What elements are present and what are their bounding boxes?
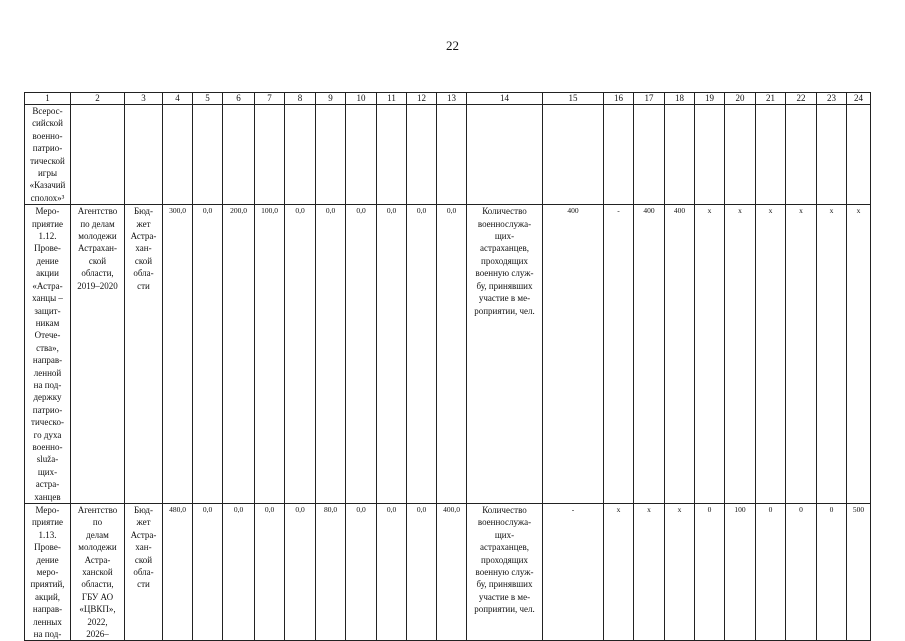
executor-cell-line: Астра- <box>84 554 111 565</box>
column-number-23: 23 <box>817 93 847 105</box>
activity-name-cell-line: патрио- <box>32 143 63 154</box>
funding-cell: 480,0 <box>163 504 193 641</box>
activity-name-cell-line: тической <box>30 155 65 166</box>
funding-cell: 0,0 <box>193 205 223 504</box>
source-cell-line: обла- <box>133 567 154 578</box>
activity-name-cell-line: služa- <box>36 454 59 465</box>
indicator-cell-line: проходящих <box>481 554 528 565</box>
funding-cell <box>377 105 407 205</box>
activity-name-cell-line: акции <box>36 268 59 279</box>
executor-cell-line: ГБУ АО <box>81 591 114 602</box>
executor-cell-line: «ЦВКП», <box>79 604 116 615</box>
activity-name-cell-line: держку <box>33 392 62 403</box>
indicator-value-cell: 400 <box>665 205 695 504</box>
source-cell-line: Астра- <box>130 231 157 242</box>
indicator-value-cell: 500 <box>847 504 871 641</box>
indicator-value-cell: х <box>604 504 634 641</box>
activity-name-cell-line: дение <box>36 255 59 266</box>
column-number-22: 22 <box>786 93 817 105</box>
activity-name-cell <box>25 105 71 205</box>
column-number-19: 19 <box>695 93 725 105</box>
indicator-value-cell: х <box>847 205 871 504</box>
column-number-6: 6 <box>223 93 255 105</box>
executor-cell <box>71 504 125 641</box>
indicator-value-cell: х <box>817 205 847 504</box>
indicator-cell-line: бу, принявших <box>476 579 533 590</box>
activity-name-cell-line: Отече- <box>34 330 61 341</box>
table-row <box>25 205 871 504</box>
funding-cell: 0,0 <box>437 205 467 504</box>
funding-cell <box>316 105 346 205</box>
indicator-value-cell <box>786 105 817 205</box>
activity-name-cell-line: 1.13. <box>38 529 57 540</box>
funding-cell: 0,0 <box>285 205 316 504</box>
indicator-cell-line: военнослужа- <box>477 218 532 229</box>
indicator-value-cell: 400 <box>543 205 604 504</box>
executor-cell-line: 2019–2020 <box>77 280 118 291</box>
activity-name-cell-line: ленных <box>33 616 62 627</box>
funding-cell <box>163 105 193 205</box>
table-row <box>25 105 871 205</box>
activity-name-cell-line: акций, <box>34 591 61 602</box>
source-cell <box>125 105 163 205</box>
funding-cell: 0,0 <box>285 504 316 641</box>
indicator-value-cell: х <box>634 504 665 641</box>
activity-name-cell-line: Меро- <box>35 505 60 515</box>
funding-cell: 0,0 <box>407 205 437 504</box>
funding-cell: 400,0 <box>437 504 467 641</box>
activity-name-cell-line: игры <box>37 168 58 179</box>
activity-name-cell <box>25 504 71 641</box>
funding-cell: 0,0 <box>255 504 285 641</box>
activity-name-cell-line: патрио- <box>32 404 63 415</box>
executor-cell <box>71 205 125 504</box>
column-number-21: 21 <box>756 93 786 105</box>
funding-cell <box>223 105 255 205</box>
column-number-9: 9 <box>316 93 346 105</box>
executor-cell-line: области, <box>81 268 114 279</box>
executor-cell-line: 2022, <box>87 616 108 627</box>
indicator-cell-line: участие в ме- <box>478 591 531 602</box>
indicator-cell-line: Количество <box>482 505 527 515</box>
source-cell-line: хан- <box>135 542 152 553</box>
source-cell-line: сти <box>137 280 150 291</box>
indicator-cell-line: проходящих <box>481 255 528 266</box>
column-number-13: 13 <box>437 93 467 105</box>
activity-name-cell-line: «Астра- <box>32 280 63 291</box>
indicator-value-cell: х <box>786 205 817 504</box>
indicator-cell-line: участие в ме- <box>478 293 531 304</box>
activity-name-cell-line: го духа <box>33 429 62 440</box>
indicator-cell <box>467 105 543 205</box>
activity-name-cell-line: сийской <box>32 118 63 129</box>
activity-name-cell-line: ства», <box>36 342 59 353</box>
activity-name-cell-line: приятие <box>31 218 64 229</box>
indicator-cell-line: военнослужа- <box>477 517 532 528</box>
activity-name-cell-line: ханцы – <box>32 293 63 304</box>
indicator-value-cell <box>604 105 634 205</box>
table-row <box>25 504 871 641</box>
program-table <box>24 92 871 641</box>
funding-cell: 0,0 <box>223 504 255 641</box>
activity-name-cell-line: защит- <box>34 305 61 316</box>
executor-cell-line: Агентство <box>77 505 118 515</box>
funding-cell: 0,0 <box>316 205 346 504</box>
indicator-cell-line: военную служ- <box>475 567 534 578</box>
indicator-value-cell <box>665 105 695 205</box>
indicator-cell-line: Количество <box>482 206 527 217</box>
indicator-value-cell <box>543 105 604 205</box>
indicator-cell-line: роприятии, чел. <box>474 305 535 316</box>
source-cell-line: жет <box>136 517 151 528</box>
activity-name-cell-line: Прове- <box>34 542 61 553</box>
activity-name-cell-line: Всерос- <box>32 106 63 116</box>
column-number-18: 18 <box>665 93 695 105</box>
source-cell-line: жет <box>136 218 151 229</box>
indicator-cell <box>467 205 543 504</box>
column-number-3: 3 <box>125 93 163 105</box>
indicator-cell-line: астраханцев, <box>479 542 530 553</box>
funding-cell: 0,0 <box>377 504 407 641</box>
indicator-cell-line: бу, принявших <box>476 280 533 291</box>
column-number-2: 2 <box>71 93 125 105</box>
indicator-value-cell <box>817 105 847 205</box>
funding-cell: 0,0 <box>377 205 407 504</box>
source-cell-line: ской <box>134 255 153 266</box>
funding-cell: 0,0 <box>193 504 223 641</box>
indicator-cell-line: щих- <box>494 529 515 540</box>
indicator-value-cell: 100 <box>725 504 756 641</box>
column-number-16: 16 <box>604 93 634 105</box>
indicator-value-cell: х <box>665 504 695 641</box>
activity-name-cell-line: тическо- <box>31 417 64 428</box>
activity-name-cell-line: военно- <box>32 441 63 452</box>
activity-name-cell-line: ленной <box>33 367 62 378</box>
indicator-value-cell <box>634 105 665 205</box>
column-number-12: 12 <box>407 93 437 105</box>
executor-cell-line: по <box>92 517 103 528</box>
source-cell <box>125 504 163 641</box>
activity-name-cell-line: Меро- <box>35 206 60 217</box>
funding-cell: 0,0 <box>407 504 437 641</box>
page-number: 22 <box>446 38 459 53</box>
activity-name-cell-line: астра- <box>35 479 60 490</box>
header-row <box>25 93 871 105</box>
executor-cell-line: области, <box>81 579 114 590</box>
executor-cell-line: ханской <box>82 567 113 578</box>
activity-name-cell-line: меро- <box>36 567 59 578</box>
activity-name-cell-line: Прове- <box>34 243 61 254</box>
indicator-value-cell <box>847 105 871 205</box>
executor-cell-line: 2026– <box>86 629 109 640</box>
activity-name-cell <box>25 205 71 504</box>
activity-name-cell-line: приятий, <box>30 579 65 590</box>
indicator-value-cell: 0 <box>817 504 847 641</box>
activity-name-cell-line: ханцев <box>34 491 61 502</box>
column-number-1: 1 <box>25 93 71 105</box>
column-number-11: 11 <box>377 93 407 105</box>
funding-cell: 0,0 <box>346 205 377 504</box>
column-number-7: 7 <box>255 93 285 105</box>
source-cell-line: обла- <box>133 268 154 279</box>
indicator-cell-line: щих- <box>494 231 515 242</box>
indicator-value-cell: 400 <box>634 205 665 504</box>
source-cell-line: ской <box>134 554 153 565</box>
indicator-value-cell <box>725 105 756 205</box>
column-number-14: 14 <box>467 93 543 105</box>
funding-cell <box>193 105 223 205</box>
funding-cell <box>437 105 467 205</box>
funding-cell: 300,0 <box>163 205 193 504</box>
column-number-10: 10 <box>346 93 377 105</box>
indicator-value-cell: х <box>756 205 786 504</box>
executor-cell-line: молодежи <box>78 231 117 242</box>
funding-cell <box>407 105 437 205</box>
column-number-20: 20 <box>725 93 756 105</box>
activity-name-cell-line: приятие <box>31 517 64 528</box>
indicator-value-cell <box>695 105 725 205</box>
source-cell-line: Астра- <box>130 529 157 540</box>
executor-cell-line: молодежи <box>78 542 117 553</box>
funding-cell: 80,0 <box>316 504 346 641</box>
funding-cell <box>255 105 285 205</box>
indicator-cell-line: военную служ- <box>475 268 534 279</box>
executor-cell-line: по делам <box>80 218 115 229</box>
indicator-cell-line: роприятии, чел. <box>474 604 535 615</box>
executor-cell-line: Агентство <box>77 206 118 217</box>
indicator-value-cell: х <box>695 205 725 504</box>
source-cell <box>125 205 163 504</box>
funding-cell: 100,0 <box>255 205 285 504</box>
column-number-4: 4 <box>163 93 193 105</box>
column-number-15: 15 <box>543 93 604 105</box>
activity-name-cell-line: направ- <box>32 604 63 615</box>
column-number-24: 24 <box>847 93 871 105</box>
indicator-value-cell: 0 <box>756 504 786 641</box>
activity-name-cell-line: никам <box>35 317 60 328</box>
activity-name-cell-line: военно- <box>32 130 63 141</box>
funding-cell <box>285 105 316 205</box>
indicator-value-cell: 0 <box>786 504 817 641</box>
activity-name-cell-line: «Казачий <box>29 180 66 191</box>
column-number-8: 8 <box>285 93 316 105</box>
executor-cell-line: делам <box>86 529 109 540</box>
executor-cell-line: Астрахан- <box>78 243 117 254</box>
activity-name-cell-line: на под- <box>33 629 62 640</box>
indicator-value-cell: х <box>725 205 756 504</box>
executor-cell <box>71 105 125 205</box>
activity-name-cell-line: на под- <box>33 379 62 390</box>
indicator-value-cell: - <box>543 504 604 641</box>
activity-name-cell-line: 1.12. <box>38 231 57 242</box>
activity-name-cell-line: дение <box>36 554 59 565</box>
indicator-value-cell <box>756 105 786 205</box>
indicator-value-cell: - <box>604 205 634 504</box>
funding-cell: 0,0 <box>346 504 377 641</box>
activity-name-cell-line: сполох»³ <box>30 192 65 203</box>
indicator-cell <box>467 504 543 641</box>
source-cell-line: Бюд- <box>133 206 153 217</box>
funding-cell: 200,0 <box>223 205 255 504</box>
source-cell-line: хан- <box>135 243 152 254</box>
indicator-value-cell: 0 <box>695 504 725 641</box>
executor-cell-line: ской <box>88 255 107 266</box>
source-cell-line: сти <box>137 579 150 590</box>
source-cell-line: Бюд- <box>133 505 153 515</box>
activity-name-cell-line: щих- <box>37 466 58 477</box>
funding-cell <box>346 105 377 205</box>
activity-name-cell-line: направ- <box>32 355 63 366</box>
column-number-5: 5 <box>193 93 223 105</box>
indicator-cell-line: астраханцев, <box>479 243 530 254</box>
column-number-17: 17 <box>634 93 665 105</box>
